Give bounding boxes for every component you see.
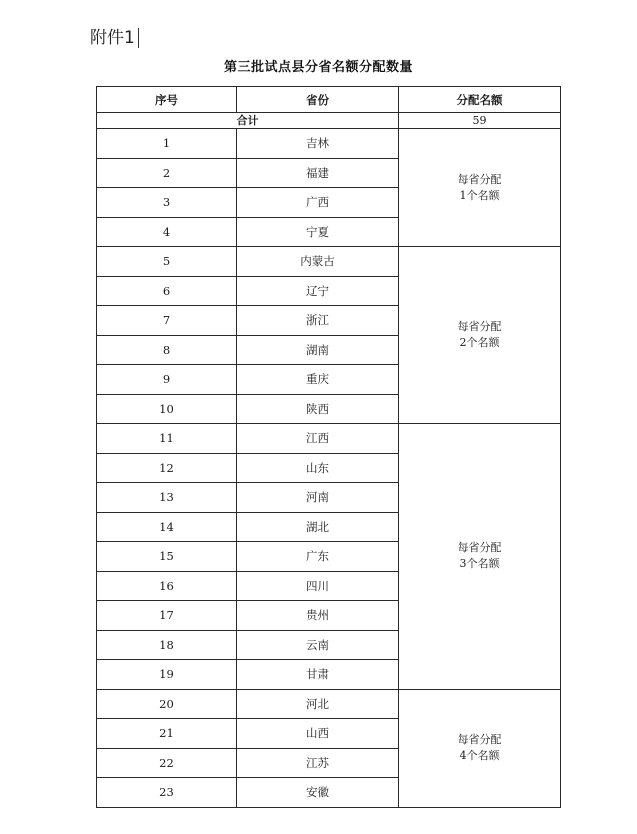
quota-line1: 每省分配: [457, 733, 502, 746]
quota-line2: 2个名额: [459, 336, 500, 349]
row-province: 安徽: [237, 778, 399, 808]
row-seq: 1: [97, 129, 237, 159]
row-seq: 22: [97, 748, 237, 778]
row-province: 河南: [237, 483, 399, 513]
row-seq: 12: [97, 453, 237, 483]
quota-line1: 每省分配: [457, 541, 502, 555]
quota-line2: 3个名额: [459, 557, 500, 571]
quota-line2: 4个名额: [459, 749, 500, 762]
attachment-label: 附件1: [90, 28, 139, 48]
table-row: [97, 247, 561, 277]
row-province: 吉林: [237, 129, 399, 159]
quota-group-3: [399, 424, 561, 690]
quota-group-1: [399, 129, 561, 247]
row-seq: 2: [97, 158, 237, 188]
quota-line1: 每省分配: [457, 172, 502, 186]
row-seq: 6: [97, 276, 237, 306]
row-province: 贵州: [237, 601, 399, 631]
row-seq: 20: [97, 689, 237, 719]
total-label: 合计: [97, 113, 399, 129]
row-seq: 13: [97, 483, 237, 513]
row-seq: 19: [97, 660, 237, 690]
row-province: 辽宁: [237, 276, 399, 306]
row-seq: 14: [97, 512, 237, 542]
total-value: 59: [399, 113, 561, 129]
quota-line1: 每省分配: [457, 320, 502, 333]
row-seq: 15: [97, 542, 237, 572]
total-row: [97, 113, 561, 129]
row-province: 山西: [237, 719, 399, 749]
document-title: 第三批试点县分省名额分配数量: [223, 60, 413, 75]
allocation-table: [96, 86, 561, 808]
row-province: 陕西: [237, 394, 399, 424]
row-province: 重庆: [237, 365, 399, 395]
row-seq: 23: [97, 778, 237, 808]
header-seq: 序号: [97, 87, 237, 113]
row-seq: 11: [97, 424, 237, 454]
table-row: [97, 424, 561, 454]
row-province: 广西: [237, 188, 399, 218]
row-province: 河北: [237, 689, 399, 719]
row-province: 宁夏: [237, 217, 399, 247]
table-row: [97, 689, 561, 719]
quota-line2: 1个名额: [459, 188, 500, 202]
table-row: [97, 129, 561, 159]
row-province: 四川: [237, 571, 399, 601]
row-seq: 10: [97, 394, 237, 424]
row-seq: 21: [97, 719, 237, 749]
row-seq: 5: [97, 247, 237, 277]
row-seq: 16: [97, 571, 237, 601]
row-province: 江苏: [237, 748, 399, 778]
row-province: 湖南: [237, 335, 399, 365]
row-seq: 4: [97, 217, 237, 247]
header-quota: 分配名额: [399, 87, 561, 113]
quota-group-2: [399, 247, 561, 424]
row-province: 广东: [237, 542, 399, 572]
row-province: 山东: [237, 453, 399, 483]
row-province: 内蒙古: [237, 247, 399, 277]
row-province: 福建: [237, 158, 399, 188]
table-header-row: [97, 87, 561, 113]
row-seq: 18: [97, 630, 237, 660]
row-seq: 3: [97, 188, 237, 218]
quota-group-4: [399, 689, 561, 807]
row-province: 甘肃: [237, 660, 399, 690]
row-seq: 8: [97, 335, 237, 365]
row-province: 湖北: [237, 512, 399, 542]
row-seq: 7: [97, 306, 237, 336]
row-province: 浙江: [237, 306, 399, 336]
row-seq: 9: [97, 365, 237, 395]
header-province: 省份: [237, 87, 399, 113]
row-province: 江西: [237, 424, 399, 454]
row-province: 云南: [237, 630, 399, 660]
row-seq: 17: [97, 601, 237, 631]
